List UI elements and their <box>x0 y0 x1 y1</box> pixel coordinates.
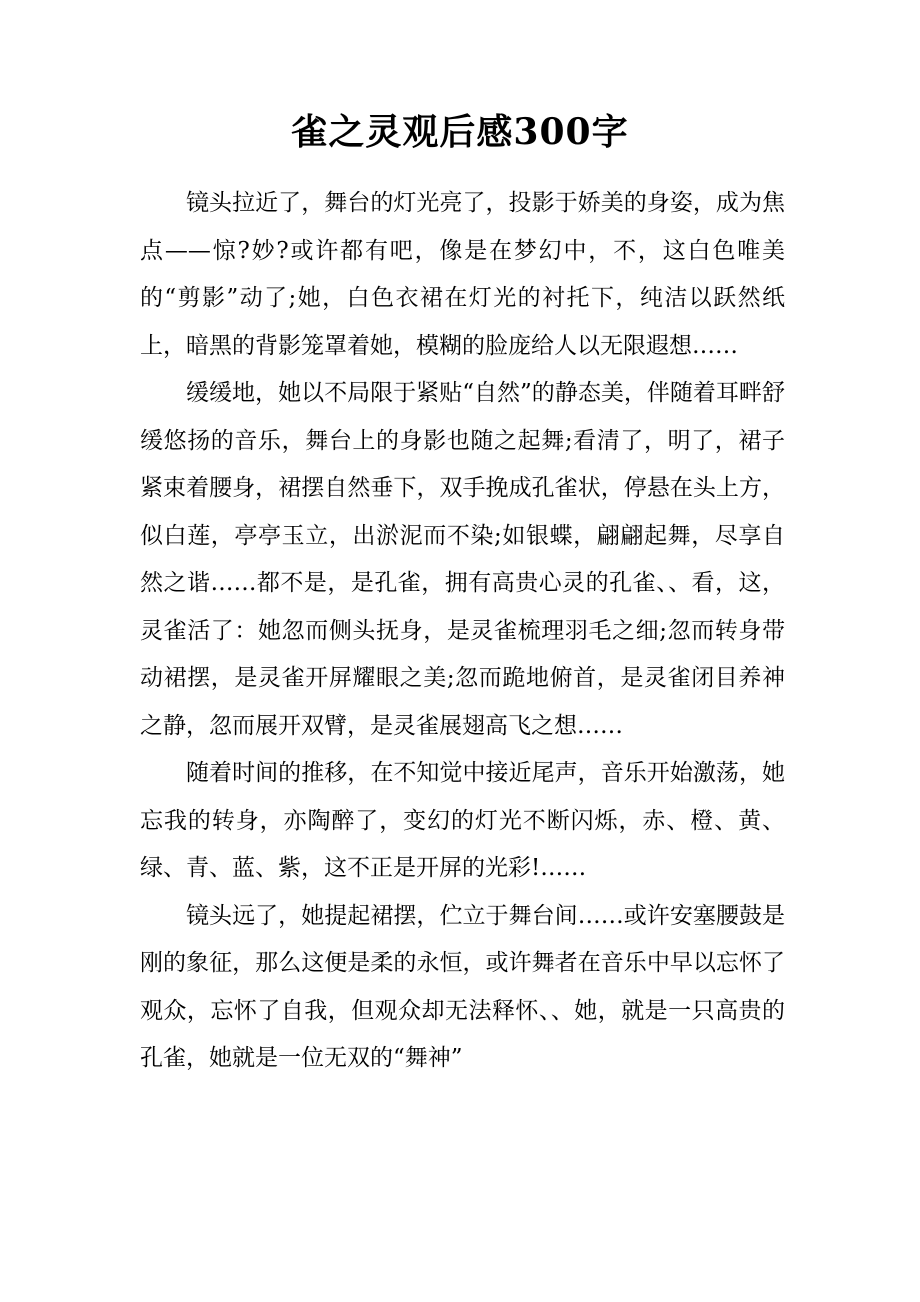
paragraph-4: 镜头远了，她提起裙摆，伫立于舞台间……或许安塞腰鼓是刚的象征，那么这便是柔的永恒，或许舞者在音乐中早以忘怀了观众，忘怀了自我，但观众却无法释怀、、她，就是一只高贵的孔雀，她就是一位无双的“舞神” <box>140 902 785 1071</box>
document-title: 雀之灵观后感300字 <box>291 111 629 153</box>
document-body <box>140 180 785 1083</box>
paragraph-1: 镜头拉近了，舞台的灯光亮了，投影于娇美的身姿，成为焦点——惊?妙?或许都有吧，像是在梦幻中，不，这白色唯美的“剪影”动了;她，白色衣裙在灯光的衬托下，纯洁以跃然纸上，暗黑的背影笼罩着她，模糊的脸庞给人以无限遐想…… <box>140 190 785 359</box>
paragraph-3: 随着时间的推移，在不知觉中接近尾声，音乐开始激荡，她忘我的转身，亦陶醉了，变幻的灯光不断闪烁，赤、橙、黄、绿、青、蓝、紫，这不正是开屏的光彩!…… <box>140 760 785 881</box>
paragraph-2: 缓缓地，她以不局限于紧贴“自然”的静态美，伴随着耳畔舒缓悠扬的音乐，舞台上的身影也随之起舞;看清了，明了，裙子紧束着腰身，裙摆自然垂下，双手挽成孔雀状，停悬在头上方，似白莲，亭亭玉立，出淤泥而不染;如银蝶，翩翩起舞，尽享自然之谐……都不是，是孔雀，拥有高贵心灵的孔雀、、看，这，灵雀活了：她忽而侧头抚身，是灵雀梳理羽毛之细;忽而转身带动裙摆，是灵雀开屏耀眼之美;忽而跪地俯首，是灵雀闭目养神之静，忽而展开双臂，是灵雀展翅高飞之想…… <box>140 380 785 739</box>
